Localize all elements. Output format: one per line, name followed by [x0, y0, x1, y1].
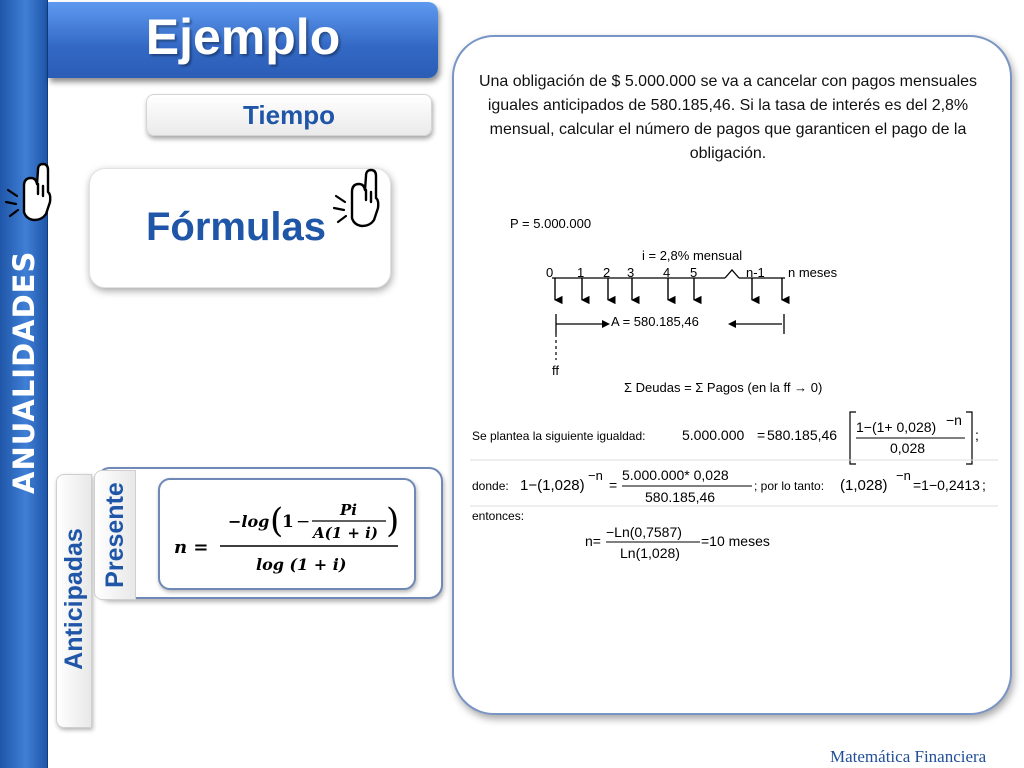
topic-button[interactable] — [146, 94, 432, 136]
portanto-end: ; — [982, 477, 986, 493]
tick-2: 2 — [603, 265, 611, 280]
formula-paren-open: ( — [270, 501, 284, 541]
eq1-eq: = — [757, 427, 766, 443]
pointing-hand-icon — [4, 162, 56, 226]
a-label: A = 580.185,46 — [611, 314, 699, 329]
tab-anticipadas-label: Anticipadas — [60, 528, 88, 670]
tick-n: n meses — [788, 265, 838, 280]
portanto-lhs: (1,028) — [840, 477, 888, 494]
footer-title: Matemática Financiera — [830, 747, 987, 766]
donde-exp: −n — [588, 468, 603, 483]
tab-presente-label: Presente — [101, 482, 129, 588]
donde-den: 580.185,46 — [645, 489, 716, 505]
title-bar — [48, 2, 438, 78]
formula-inner-den: A(1 + i) — [313, 524, 378, 542]
tick-3: 3 — [627, 265, 635, 280]
formulas-label: Fórmulas — [146, 205, 327, 249]
portanto-label: ; por lo tanto: — [754, 479, 825, 493]
formula-one: 1 — [282, 512, 294, 532]
tick-n-1: n-1 — [746, 265, 765, 280]
p-label: P = 5.000.000 — [510, 216, 592, 231]
eq1-coef: 580.185,46 — [767, 427, 838, 443]
formula-denominator: log (1 + i) — [256, 555, 347, 574]
donde-label: donde: — [472, 479, 509, 493]
n-num: −Ln(0,7587) — [606, 524, 682, 540]
eq1-num: 1−(1+ 0,028) — [856, 419, 937, 435]
payment-arrows — [555, 278, 782, 300]
formula-paren-close: ) — [386, 501, 400, 541]
topic-label: Tiempo — [243, 100, 335, 130]
a-range-left-head — [602, 320, 610, 328]
formula-log-prefix: −log — [228, 512, 270, 531]
entonces-label: entonces: — [472, 509, 525, 523]
portanto-rhs: =1−0,2413 — [913, 477, 980, 493]
solution-intro: Se plantea la siguiente igualdad: — [472, 429, 646, 443]
tick-1: 1 — [577, 265, 585, 280]
page-title: Ejemplo — [145, 9, 341, 65]
tick-0: 0 — [546, 265, 554, 280]
formula-inner-num: Pi — [340, 501, 357, 519]
eq1-exp: −n — [946, 412, 962, 428]
pointing-hand-icon-formulas — [332, 168, 384, 232]
n-lhs: n= — [585, 533, 601, 549]
n-formula — [160, 480, 414, 588]
timeline-break — [725, 270, 739, 278]
tab-anticipadas[interactable] — [56, 474, 92, 728]
donde-eq: = — [609, 477, 618, 493]
tick-4: 4 — [663, 265, 671, 280]
formula-box — [158, 478, 416, 590]
eq1-den: 0,028 — [890, 440, 926, 456]
sidebar — [0, 0, 48, 768]
problem-statement: Una obligación de $ 5.000.000 se va a cancelar con pagos mensuales iguales anticipados de 580.185,46. Si la tasa de interés es del 2,8% mensual, calcular el número de pagos que garanticen el pago de la obligación. — [478, 73, 978, 162]
eq1-left: 5.000.000 — [682, 427, 745, 443]
tab-presente[interactable] — [94, 470, 136, 600]
formula-lhs: n = — [174, 537, 209, 558]
portanto-exp: −n — [896, 468, 911, 483]
tick-5: 5 — [690, 265, 698, 280]
eq1-bracket-right — [966, 412, 972, 464]
equation-label: Σ Deudas = Σ Pagos (en la ff → 0) — [624, 380, 823, 395]
donde-num: 5.000.000* 0,028 — [622, 467, 729, 483]
eq1-semicolon: ; — [975, 427, 979, 443]
formula-minus: − — [296, 512, 311, 532]
rate-label: i = 2,8% mensual — [642, 248, 743, 263]
n-rhs: =10 meses — [701, 533, 770, 549]
donde-lhs: 1−(1,028) — [520, 477, 585, 494]
ff-label: ff — [552, 363, 559, 378]
a-range-right-head — [728, 320, 736, 328]
cashflow-diagram — [470, 208, 998, 568]
sidebar-title: ANUALIDADES — [7, 250, 41, 494]
n-den: Ln(1,028) — [620, 545, 680, 561]
